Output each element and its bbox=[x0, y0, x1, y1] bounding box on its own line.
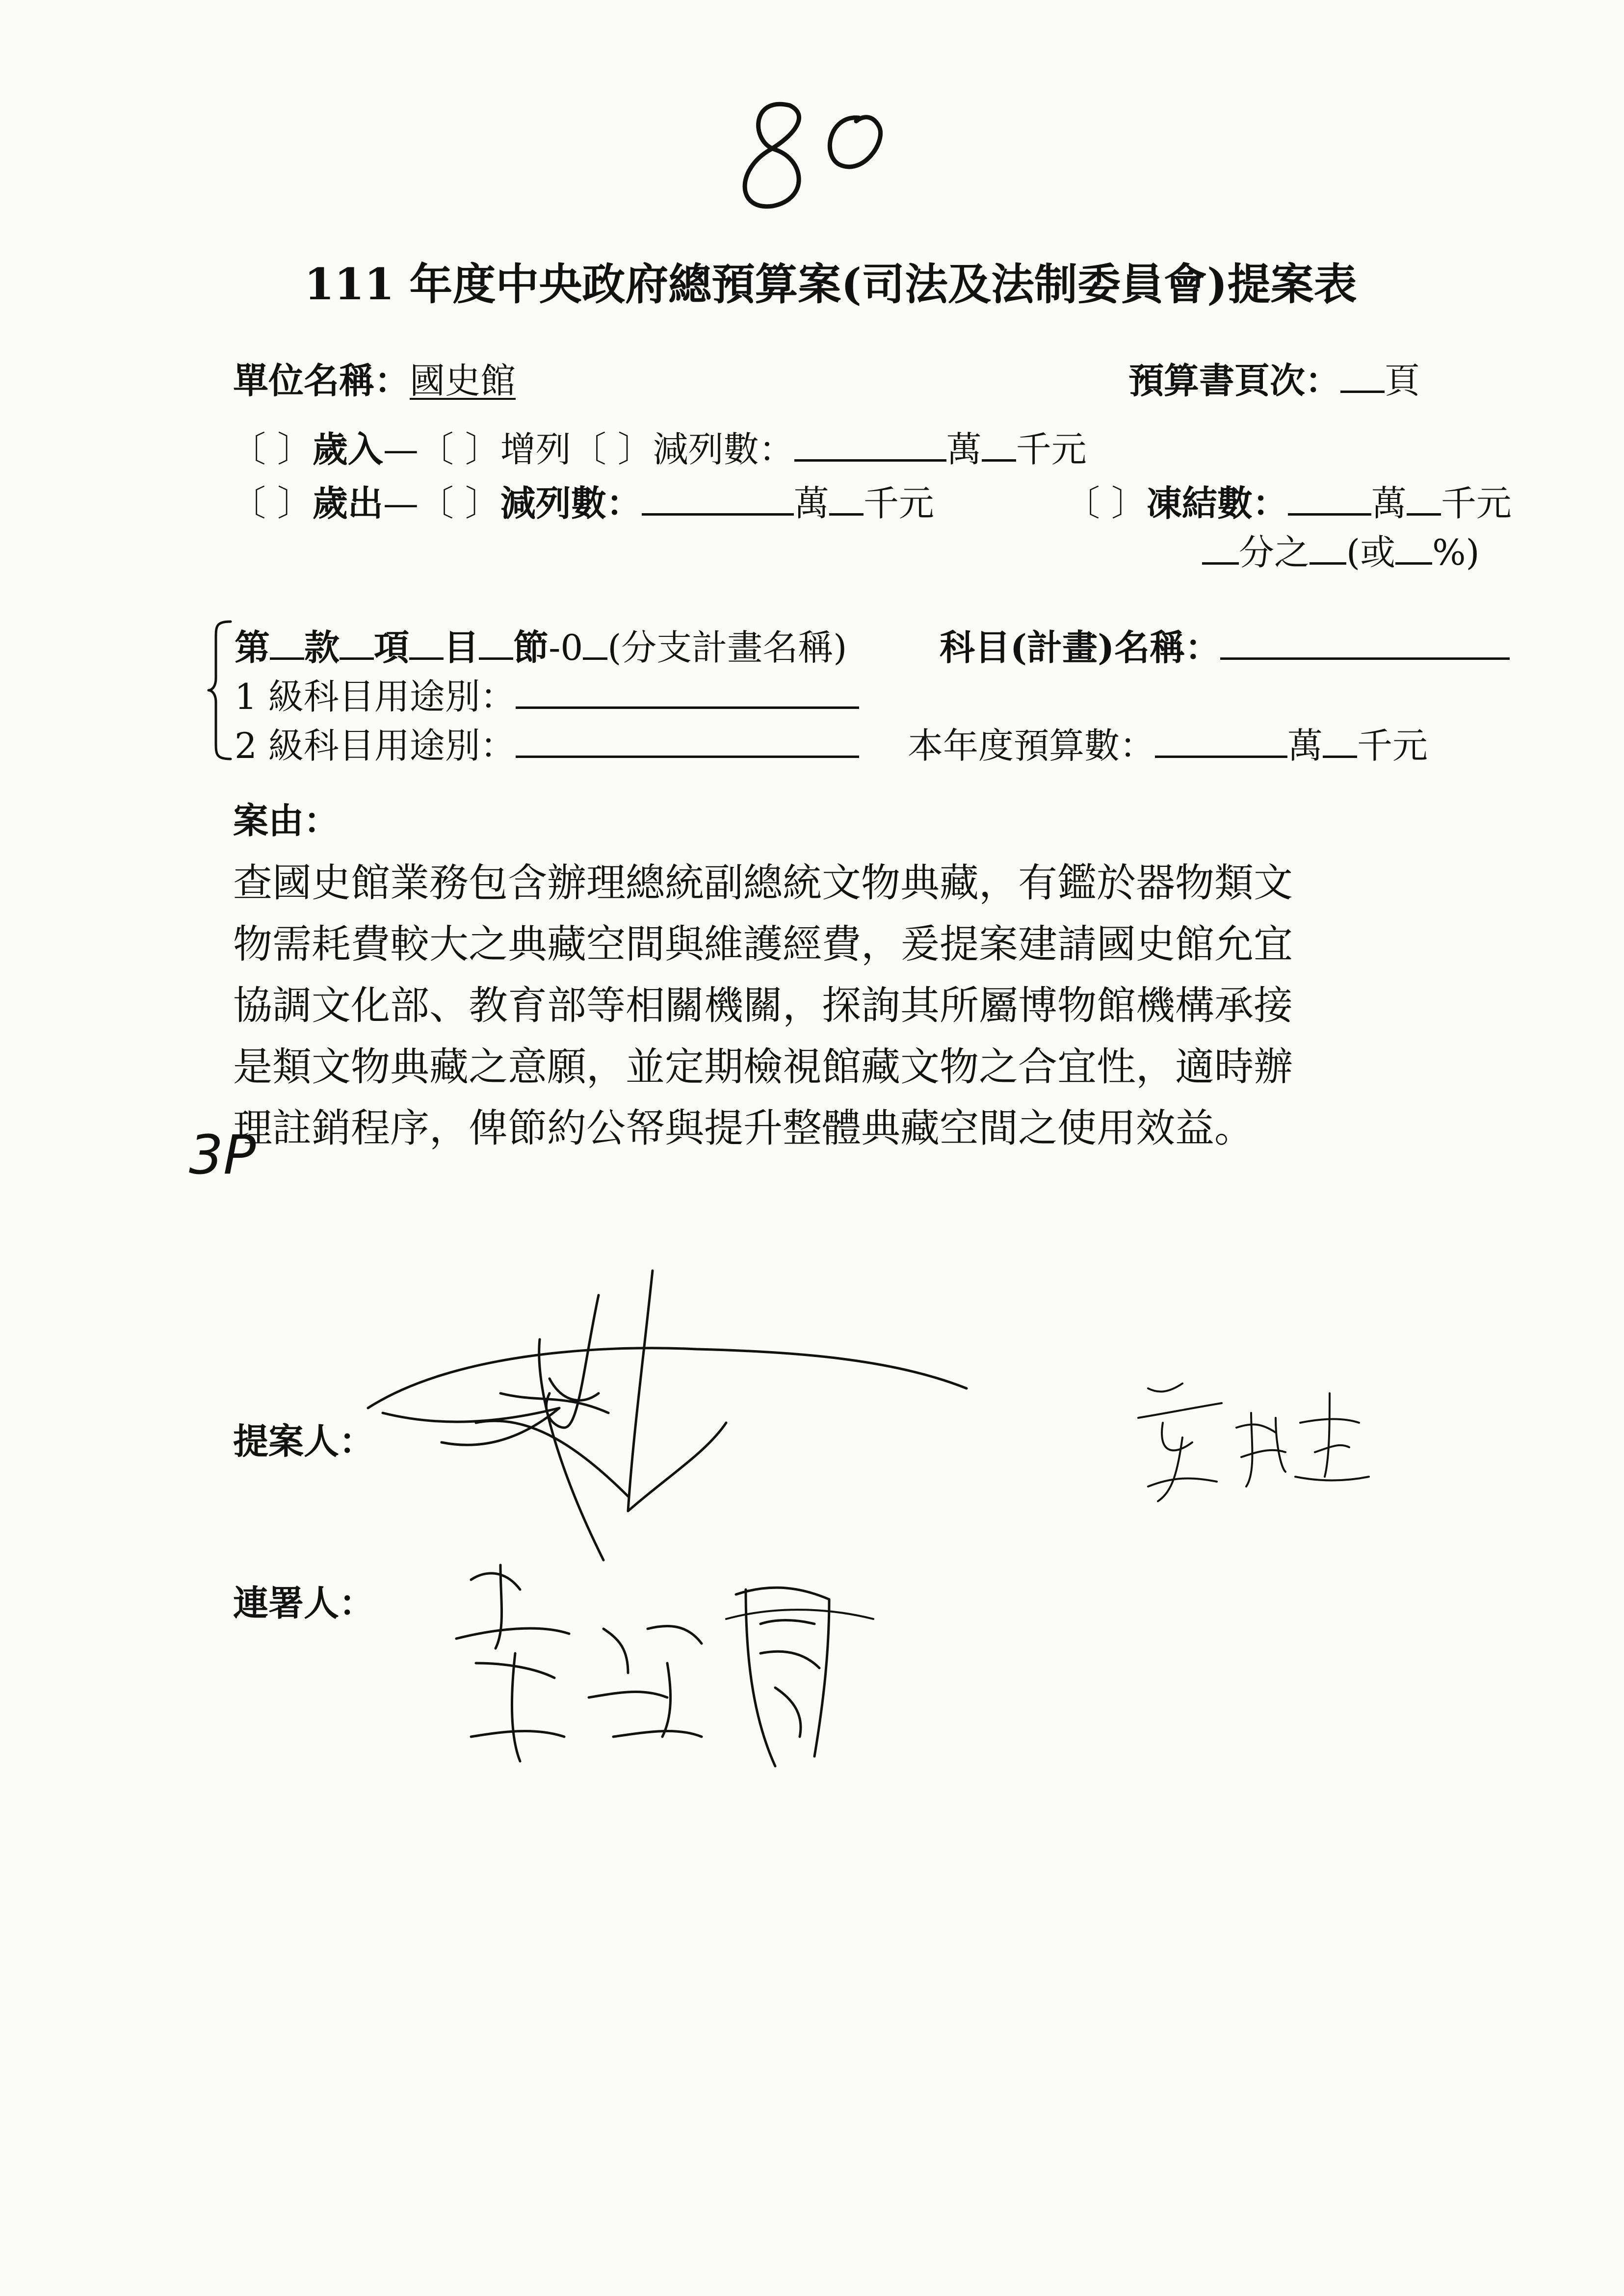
expenditure-line bbox=[231, 475, 934, 526]
expenditure-qian: 千元 bbox=[863, 483, 934, 524]
item-jie-blank bbox=[479, 626, 513, 660]
level1-blank bbox=[516, 675, 859, 709]
item-xiang-blank bbox=[340, 626, 374, 660]
expenditure-label: 歲出 bbox=[312, 482, 383, 524]
expenditure-dash: — bbox=[383, 483, 419, 524]
freeze-qian: 千元 bbox=[1441, 483, 1512, 524]
revenue-line bbox=[231, 421, 1087, 472]
item-subject-blank bbox=[1220, 626, 1510, 660]
reason-line: 理註銷程序，俾節約公帑與提升整體典藏空間之使用效益。 bbox=[233, 1105, 1254, 1151]
page-ref-suffix: 頁 bbox=[1385, 360, 1420, 401]
level2-line bbox=[235, 717, 859, 768]
reason-line: 協調文化部、教育部等相關機關，探詢其所屬博物館機構承接 bbox=[233, 983, 1293, 1028]
fraction-fen-zhi: 分之 bbox=[1239, 532, 1310, 573]
revenue-increase-checkbox: 〔 〕 bbox=[418, 429, 500, 470]
freeze-wan: 萬 bbox=[1371, 483, 1407, 524]
reason-line: 物需耗費較大之典藏空間與維護經費，爰提案建請國史館允宜 bbox=[233, 921, 1293, 967]
expenditure-amount-blank bbox=[642, 481, 794, 516]
unit-value: 國史館 bbox=[410, 360, 516, 401]
item-xiang: 項 bbox=[374, 626, 410, 668]
fraction-pct: %) bbox=[1432, 532, 1480, 573]
revenue-qian-blank bbox=[982, 427, 1016, 462]
revenue-checkbox: 〔 〕 bbox=[231, 429, 313, 470]
item-subject-label: 科目(計畫)名稱： bbox=[940, 626, 1221, 668]
item-mu: 目 bbox=[444, 626, 479, 668]
expenditure-checkbox: 〔 〕 bbox=[231, 483, 313, 524]
revenue-dash: — bbox=[383, 429, 419, 470]
revenue-decrease-label: 減列數： bbox=[653, 429, 794, 470]
budget-line bbox=[908, 717, 1428, 768]
budget-amount-blank bbox=[1155, 724, 1287, 758]
reason-line: 查國史館業務包含辦理總統副總統文物典藏，有鑑於器物類文 bbox=[233, 860, 1293, 906]
budget-label: 本年度預算數： bbox=[908, 725, 1155, 766]
item-kuan: 款 bbox=[304, 626, 340, 668]
item-kuan-blank bbox=[270, 626, 304, 660]
freeze-qian-blank bbox=[1407, 481, 1441, 516]
revenue-qian: 千元 bbox=[1016, 429, 1087, 470]
reason-heading: 案由： bbox=[233, 800, 340, 841]
level2-label: 2 級科目用途別： bbox=[235, 725, 516, 766]
freeze-amount-blank bbox=[1288, 481, 1371, 516]
fraction-numerator-blank bbox=[1310, 530, 1346, 565]
expenditure-decrease-label: 減列數： bbox=[500, 482, 642, 524]
cosigner-label: 連署人： bbox=[233, 1582, 375, 1624]
proposer-label: 提案人： bbox=[233, 1420, 375, 1462]
budget-qian: 千元 bbox=[1357, 725, 1428, 766]
freeze-checkbox: 〔 〕 bbox=[1065, 483, 1147, 524]
revenue-label: 歲入 bbox=[312, 428, 383, 470]
reason-line: 是類文物典藏之意願，並定期檢視館藏文物之合宜性，適時辦 bbox=[233, 1044, 1293, 1090]
fraction-line bbox=[1202, 524, 1480, 575]
budget-wan: 萬 bbox=[1287, 725, 1323, 766]
item-line bbox=[235, 619, 847, 670]
fraction-huo: (或 bbox=[1346, 532, 1396, 573]
expenditure-qian-blank bbox=[829, 481, 864, 516]
unit-row bbox=[233, 352, 516, 403]
fraction-denominator-blank bbox=[1202, 530, 1239, 565]
fraction-percent-blank bbox=[1395, 530, 1432, 565]
item-branch: (分支計畫名稱) bbox=[607, 627, 847, 668]
item-jie-suffix: -0 bbox=[549, 627, 583, 668]
unit-label: 單位名稱： bbox=[233, 360, 410, 401]
form-title: 111 年度中央政府總預算案(司法及法制委員會)提案表 bbox=[304, 259, 1357, 310]
page-ref-row bbox=[1128, 352, 1420, 403]
item-subject bbox=[940, 619, 1510, 670]
margin-note: 3P bbox=[189, 1123, 256, 1186]
level1-line bbox=[235, 668, 859, 719]
item-jie: 節 bbox=[513, 626, 549, 668]
revenue-wan: 萬 bbox=[946, 429, 982, 470]
level1-label: 1 級科目用途別： bbox=[235, 676, 516, 717]
revenue-amount-blank bbox=[794, 427, 946, 462]
freeze-line bbox=[1065, 475, 1512, 526]
revenue-decrease-checkbox: 〔 〕 bbox=[571, 429, 653, 470]
freeze-label: 凍結數： bbox=[1146, 482, 1288, 524]
page-ref-blank bbox=[1340, 359, 1385, 393]
item-branch-blank bbox=[583, 626, 607, 660]
item-di: 第 bbox=[235, 626, 270, 668]
page-ref-label: 預算書頁次： bbox=[1128, 360, 1341, 401]
item-mu-blank bbox=[409, 626, 444, 660]
revenue-increase-label: 增列 bbox=[500, 429, 571, 470]
level2-blank bbox=[516, 724, 859, 758]
expenditure-decrease-checkbox: 〔 〕 bbox=[418, 483, 500, 524]
budget-qian-blank bbox=[1323, 724, 1357, 758]
expenditure-wan: 萬 bbox=[793, 483, 829, 524]
